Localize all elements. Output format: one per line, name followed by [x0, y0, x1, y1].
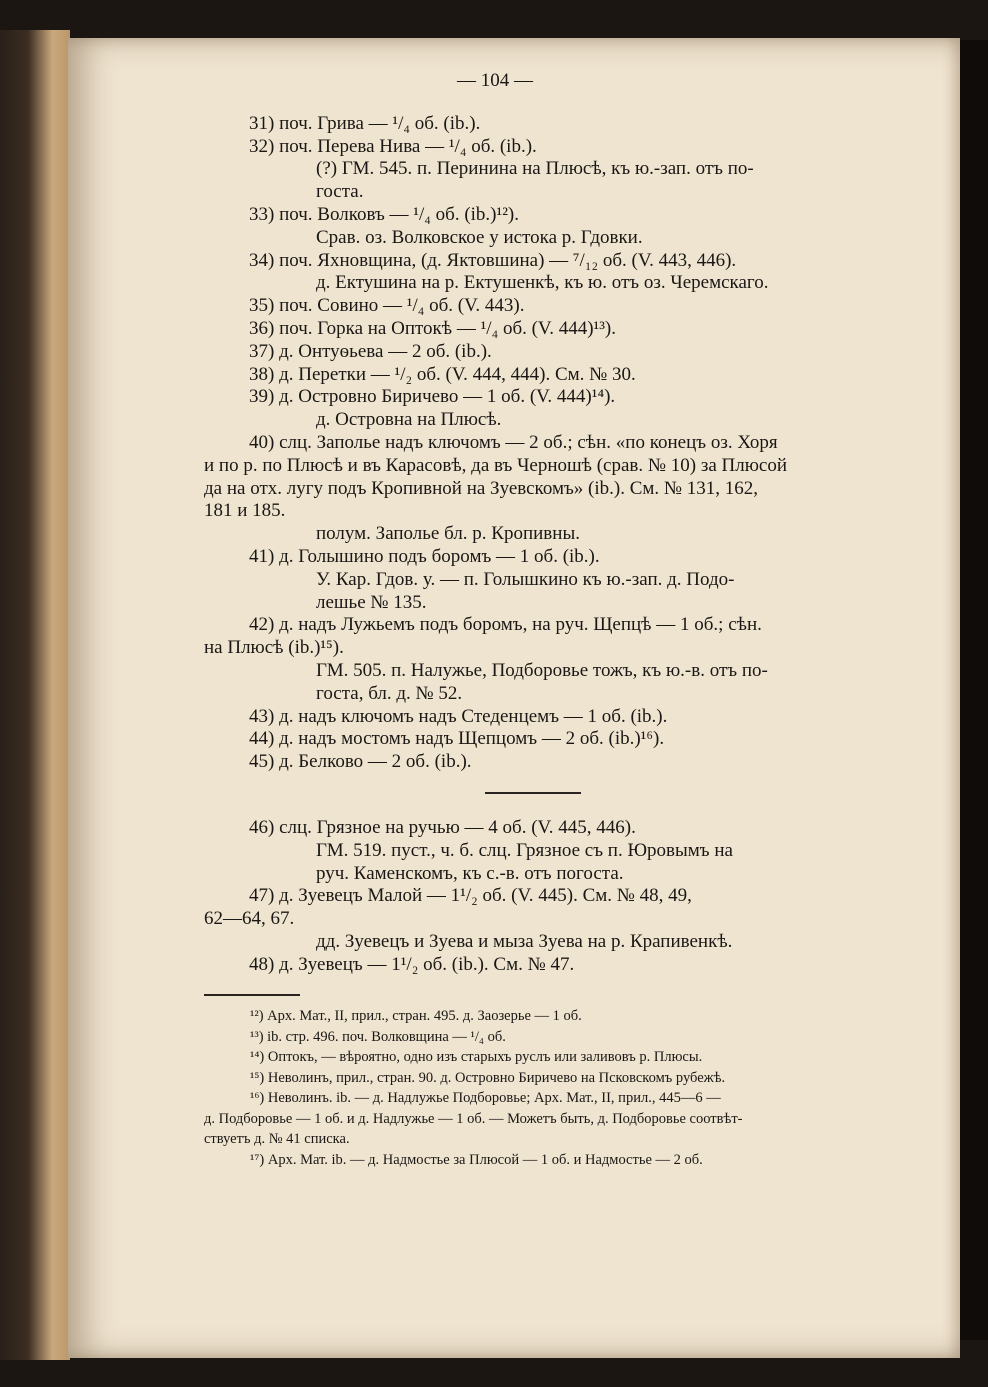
- entry-47-cont: 62—64, 67.: [204, 908, 295, 930]
- entry-47: 47) д. Зуевецъ Малой — 1¹/₂ об. (V. 445). См. № 48, 49,: [249, 885, 692, 907]
- entry-38: 38) д. Перетки — ¹/₂ об. (V. 444, 444). См. № 30.: [249, 363, 636, 385]
- entry-39: 39) д. Островно Биричево — 1 об. (V. 444)¹⁴).: [249, 386, 616, 408]
- footnote-16-cont-1: д. Подборовье — 1 об. и д. Надлужье — 1 об. — Можетъ быть, д. Подборовье соотвѣт-: [204, 1110, 743, 1127]
- entry-32-note: (?) ГМ. 545. п. Перинина на Плюсѣ, къ ю.-зап. отъ по-: [316, 158, 754, 180]
- entry-36: 36) поч. Горка на Оптокѣ — ¹/₄ об. (V. 444)¹³).: [249, 317, 617, 339]
- entry-34: 34) поч. Яхновщина, (д. Яктовшина) — ⁷/₁₂ об. (V. 443, 446).: [249, 249, 737, 271]
- footnote-16: ¹⁶) Неволинъ. ib. — д. Надлужье Подборовье; Арх. Мат., II, прил., 445—6 —: [250, 1090, 721, 1107]
- entry-34-note: д. Ектушина на р. Ектушенкѣ, къ ю. отъ оз. Черемскаго.: [316, 272, 769, 294]
- entry-42-note-cont: госта, бл. д. № 52.: [316, 682, 463, 704]
- footnote-16-cont-2: ствуетъ д. № 41 списка.: [204, 1131, 350, 1148]
- entry-46-note-cont: руч. Каменскомъ, къ с.-в. отъ погоста.: [316, 862, 624, 884]
- entry-32: 32) поч. Перева Нива — ¹/₄ об. (ib.).: [249, 135, 537, 157]
- entry-40-cont-1: и по р. по Плюсѣ и въ Карасовѣ, да въ Черношѣ (срав. № 10) за Плюсой: [204, 454, 788, 476]
- entry-48: 48) д. Зуевецъ — 1¹/₂ об. (ib.). См. № 47.: [249, 953, 575, 975]
- entry-47-note: дд. Зуевецъ и Зуева и мыза Зуева на р. Крапивенкѣ.: [316, 930, 733, 952]
- footnote-divider: [204, 994, 300, 996]
- entry-40-note: полум. Заполье бл. р. Кропивны.: [316, 523, 580, 545]
- entry-46-note: ГМ. 519. пуст., ч. б. слц. Грязное съ п. Юровымъ на: [316, 839, 733, 861]
- section-divider: [485, 792, 581, 794]
- footnotes: [130, 1006, 860, 1170]
- entry-31: 31) поч. Грива — ¹/₄ об. (ib.).: [249, 112, 481, 134]
- footnote-13: ¹³) ib. стр. 496. поч. Волковщина — ¹/₄ об.: [250, 1028, 506, 1045]
- entry-42: 42) д. надъ Лужьемъ подъ боромъ, на руч. Щепцѣ — 1 об.; сѣн.: [249, 614, 762, 636]
- entry-39-note: д. Островна на Плюсѣ.: [316, 409, 502, 431]
- footnote-15: ¹⁵) Неволинъ, прил., стран. 90. д. Островно Биричево на Псковскомъ рубежѣ.: [250, 1069, 726, 1086]
- entry-33: 33) поч. Волковъ — ¹/₄ об. (ib.)¹²).: [249, 203, 519, 225]
- book-spine-shadow: [960, 40, 988, 1340]
- entry-40-cont-2: да на отх. лугу подъ Кропивной на Зуевскомъ» (ib.). См. № 131, 162,: [204, 477, 759, 499]
- entry-44: 44) д. надъ мостомъ надъ Щепцомъ — 2 об. (ib.)¹⁶).: [249, 728, 665, 750]
- entry-35: 35) поч. Совино — ¹/₄ об. (V. 443).: [249, 295, 525, 317]
- entry-41: 41) д. Голышино подъ боромъ — 1 об. (ib.).: [249, 545, 600, 567]
- footnote-12: ¹²) Арх. Мат., II, прил., стран. 495. д. Заозерье — 1 об.: [250, 1008, 582, 1025]
- entry-37: 37) д. Онтуѳьева — 2 об. (ib.).: [249, 340, 492, 362]
- entry-45: 45) д. Белково — 2 об. (ib.).: [249, 751, 472, 773]
- footnote-14: ¹⁴) Оптокъ, — вѣроятно, одно изъ старыхъ руслъ или заливовъ р. Плюсы.: [250, 1049, 703, 1066]
- entry-33-note: Срав. оз. Волковское у истока р. Гдовки.: [316, 226, 643, 248]
- entry-40: 40) слц. Заполье надъ ключомъ — 2 об.; сѣн. «по конецъ оз. Хоря: [249, 431, 778, 453]
- book-page-edges: [0, 30, 70, 1360]
- footnote-17: ¹⁷) Арх. Мат. ib. — д. Надмостье за Плюсой — 1 об. и Надмостье — 2 об.: [250, 1151, 703, 1168]
- entry-41-note: У. Кар. Гдов. у. — п. Голышкино къ ю.-зап. д. Подо-: [316, 568, 735, 590]
- entry-40-cont-3: 181 и 185.: [204, 500, 286, 522]
- entry-32-note-cont: госта.: [316, 181, 364, 203]
- entry-46: 46) слц. Грязное на ручью — 4 об. (V. 445, 446).: [249, 816, 636, 838]
- page-text: [130, 70, 860, 1170]
- entry-42-cont: на Плюсѣ (ib.)¹⁵).: [204, 637, 344, 659]
- entry-43: 43) д. надъ ключомъ надъ Стеденцемъ — 1 об. (ib.).: [249, 705, 668, 727]
- entry-41-note-cont: лешье № 135.: [316, 591, 427, 613]
- entry-42-note: ГМ. 505. п. Налужье, Подборовье тожъ, къ ю.-в. отъ по-: [316, 659, 768, 681]
- page-number: — 104 —: [457, 70, 533, 91]
